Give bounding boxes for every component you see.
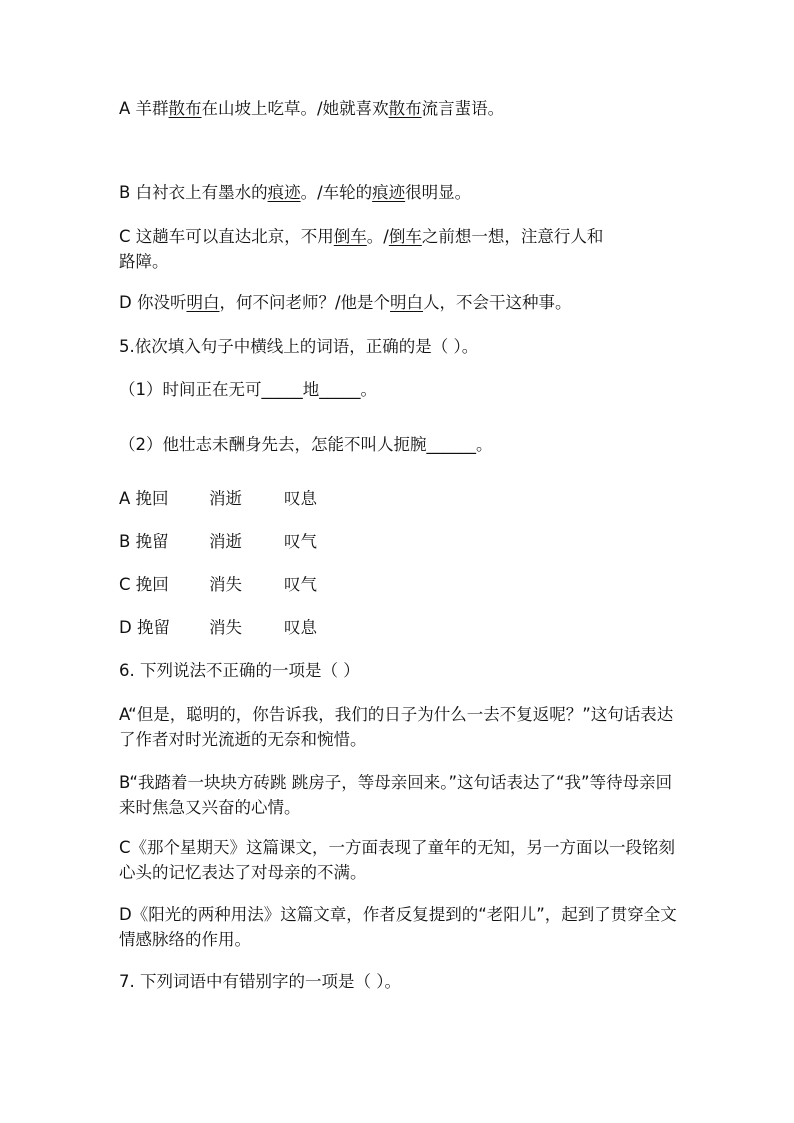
q6-stem: 6. 下列说法不正确的一项是（ ） [119,661,360,680]
underlined-word: 倒车 [388,227,422,246]
q4-option-a: A 羊群散布在山坡上吃草。/她就喜欢散布流言蜚语。 [119,99,505,118]
q6-option-c: C《那个星期天》这篇课文，一方面表现了童年的无知，另一方面以一段铭刻心头的记忆表达了对母亲的不满。 [119,838,676,882]
underlined-word: 散布 [388,99,422,118]
q4-option-d: D 你没听明白，何不问老师？/他是个明白人，不会干这种事。 [119,293,572,312]
q5-sentence-2: （2）他壮志未酬身先去，怎能不叫人扼腕______。 [119,435,493,454]
q5-option-a: A 挽回 消逝 叹息 [119,489,317,508]
q4-option-c-line2: 路障。 [119,252,169,271]
q5-sentence-1: （1）时间正在无可_____地_____。 [119,380,377,399]
q6-option-d: D《阳光的两种用法》这篇文章，作者反复提到的“老阳儿”，起到了贯穿全文情感脉络的作用。 [119,905,677,949]
q5-option-d: D 挽留 消失 叹息 [119,618,317,637]
q5-stem: 5.依次填入句子中横线上的词语，正确的是（ ）。 [119,337,479,356]
underlined-word: 明白 [390,293,424,312]
q7-stem: 7. 下列词语中有错别字的一项是（ ）。 [119,972,401,991]
q4-option-c: C 这趟车可以直达北京，不用倒车。/倒车之前想一想，注意行人和 [119,227,604,246]
underlined-word: 散布 [168,99,202,118]
q5-option-b: B 挽留 消逝 叹气 [119,532,317,551]
underlined-word: 倒车 [333,227,367,246]
q4-option-b: B 白衬衣上有墨水的痕迹。/车轮的痕迹很明显。 [119,183,472,202]
q6-option-b: B“我踏着一块块方砖跳 跳房子，等母亲回来。”这句话表达了“我”等待母亲回来时焦急又兴奋的心情。 [119,773,673,817]
underlined-word: 痕迹 [372,183,406,202]
underlined-word: 痕迹 [267,183,301,202]
q6-option-a: A“但是，聪明的，你告诉我，我们的日子为什么一去不复返呢？”这句话表达了作者对时光流逝的无奈和惋惜。 [119,705,674,749]
q5-option-c: C 挽回 消失 叹气 [119,575,317,594]
underlined-word: 明白 [186,293,220,312]
